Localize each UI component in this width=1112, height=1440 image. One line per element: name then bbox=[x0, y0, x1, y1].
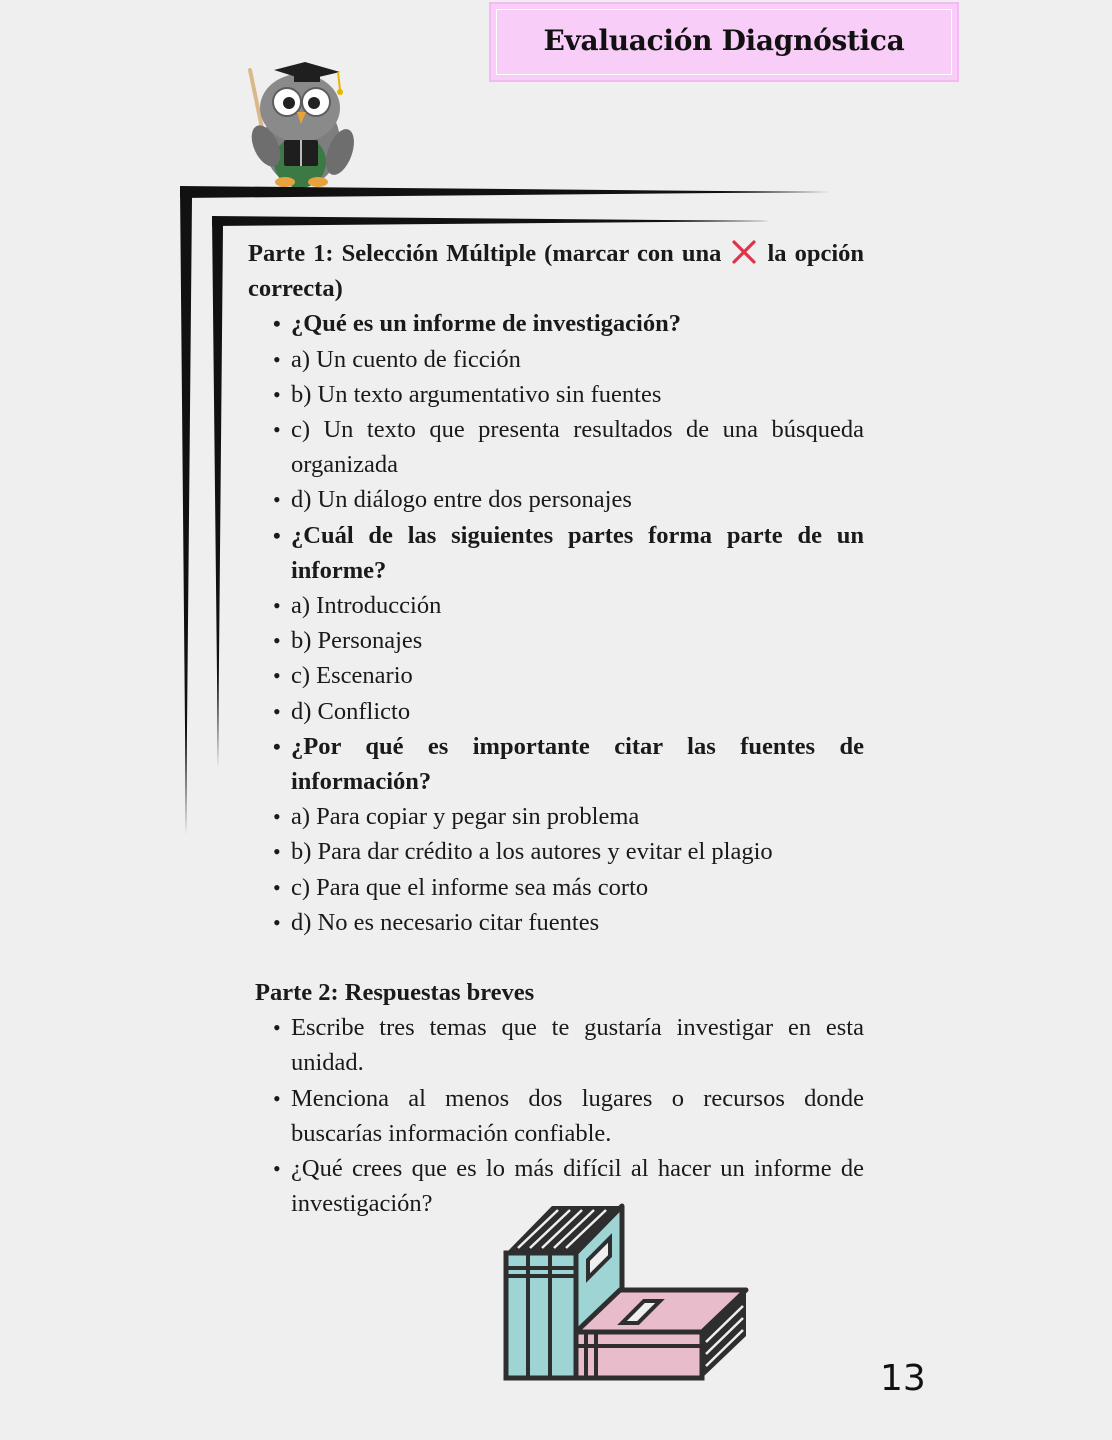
option-2c[interactable]: • c) Escenario bbox=[291, 658, 864, 693]
question-3: • ¿Por qué es importante citar las fuentes de información? bbox=[291, 729, 864, 799]
part2-list bbox=[248, 1010, 864, 1221]
red-x-mark-icon bbox=[731, 240, 757, 264]
books-illustration bbox=[500, 1198, 752, 1388]
evaluation-content bbox=[248, 236, 864, 1221]
part1-list bbox=[248, 306, 864, 940]
page-title: Evaluación Diagnóstica bbox=[543, 24, 905, 57]
option-3a[interactable]: • a) Para copiar y pegar sin problema bbox=[291, 799, 864, 834]
option-2b[interactable]: • b) Personajes bbox=[291, 623, 864, 658]
option-2d[interactable]: • d) Conflicto bbox=[291, 694, 864, 729]
part1-title-suffix: la opción correcta) bbox=[248, 240, 865, 303]
option-1a[interactable]: • a) Un cuento de ficción bbox=[291, 342, 864, 377]
question-2: • ¿Cuál de las siguientes partes forma parte de un informe? bbox=[291, 518, 864, 588]
part1-title-prefix: Parte 1: Selección Múltiple (marcar con una bbox=[248, 240, 722, 267]
option-1b[interactable]: • b) Un texto argumentativo sin fuentes bbox=[291, 377, 864, 412]
question-1: • ¿Qué es un informe de investigación? bbox=[291, 306, 864, 341]
short-answer-2: • Menciona al menos dos lugares o recursos donde buscarías información confiable. bbox=[291, 1081, 864, 1151]
option-1c[interactable]: • c) Un texto que presenta resultados de una búsqueda organizada bbox=[291, 412, 864, 482]
option-1d[interactable]: • d) Un diálogo entre dos personajes bbox=[291, 482, 864, 517]
option-3c[interactable]: • c) Para que el informe sea más corto bbox=[291, 870, 864, 905]
part1-title bbox=[248, 236, 864, 306]
option-3d[interactable]: • d) No es necesario citar fuentes bbox=[291, 905, 864, 940]
short-answer-1: • Escribe tres temas que te gustaría investigar en esta unidad. bbox=[291, 1010, 864, 1080]
short-answer-3: • ¿Qué crees que es lo más difícil al hacer un informe de investigación? bbox=[291, 1151, 864, 1221]
option-3b[interactable]: • b) Para dar crédito a los autores y evitar el plagio bbox=[291, 834, 864, 869]
part2-title: Parte 2: Respuestas breves bbox=[255, 979, 535, 1007]
page-number: 13 bbox=[880, 1358, 926, 1399]
option-2a[interactable]: • a) Introducción bbox=[291, 588, 864, 623]
